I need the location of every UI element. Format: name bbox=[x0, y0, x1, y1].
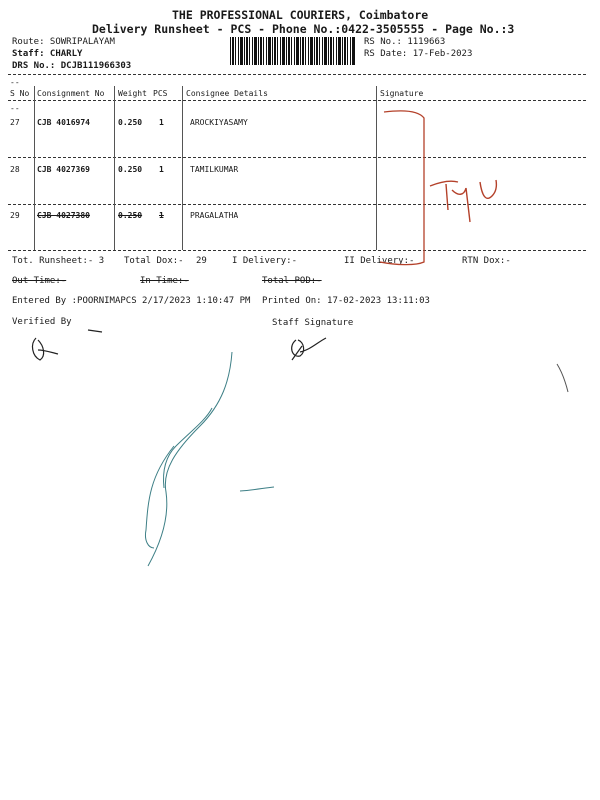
staff-signature-mark bbox=[292, 338, 326, 360]
i-delivery-label: I Delivery:- bbox=[232, 256, 298, 266]
rs-number: RS No.: 1119663 bbox=[364, 37, 446, 47]
row-weight: 0.250 bbox=[118, 165, 143, 174]
pen-scribble bbox=[240, 487, 274, 491]
runsheet-title: Delivery Runsheet - PCS - Phone No.:0422-3505555 - Page No.:3 bbox=[92, 22, 515, 36]
row-pcs: 1 bbox=[159, 165, 164, 174]
total-pod-label: Total POD:- bbox=[262, 276, 322, 286]
table-top-rule bbox=[8, 74, 586, 75]
row-consignment: CJB 4016974 bbox=[37, 118, 90, 127]
row-sno: 28 bbox=[10, 165, 20, 174]
barcode bbox=[230, 37, 356, 65]
header-bottom-rule bbox=[8, 100, 586, 101]
table-bottom-rule bbox=[8, 250, 586, 251]
col-header-pcs: PCS bbox=[153, 89, 168, 98]
staff-signature-label: Staff Signature bbox=[272, 318, 354, 328]
out-time-label: Out Time:- bbox=[12, 276, 67, 286]
in-time-label: In Time:- bbox=[140, 276, 189, 286]
row-rule bbox=[8, 204, 586, 205]
col-header-consignment: Consignment No bbox=[37, 89, 105, 98]
verified-by-signature bbox=[33, 330, 102, 360]
header-marker: -- bbox=[10, 104, 20, 113]
column-divider bbox=[182, 86, 183, 250]
col-header-weight: Weight bbox=[118, 89, 147, 98]
col-header-signature: Signature bbox=[380, 89, 424, 98]
total-dox-label: Total Dox:- bbox=[124, 256, 184, 266]
row-pcs: 1 bbox=[159, 211, 164, 220]
row-sno: 27 bbox=[10, 118, 20, 127]
column-divider bbox=[34, 86, 35, 250]
row-consignment: CJB 4027380 bbox=[37, 211, 90, 220]
row-consignee: TAMILKUMAR bbox=[190, 165, 239, 174]
row-weight: 0.250 bbox=[118, 211, 143, 220]
signature-bracket bbox=[380, 111, 424, 265]
row-consignee: PRAGALATHA bbox=[190, 211, 239, 220]
drs-number: DRS No.: DCJB111966303 bbox=[12, 61, 132, 71]
col-header-sno: S No bbox=[10, 89, 30, 98]
row-pcs: 1 bbox=[159, 118, 164, 127]
ii-delivery-label: II Delivery:- bbox=[344, 256, 415, 266]
table-top-marker: -- bbox=[10, 78, 20, 87]
row-rule bbox=[8, 157, 586, 158]
verified-by-label: Verified By bbox=[12, 317, 72, 327]
rtn-dox-label: RTN Dox:- bbox=[462, 256, 511, 266]
pen-scribble bbox=[145, 446, 174, 548]
row-sno: 29 bbox=[10, 211, 20, 220]
row-weight: 0.250 bbox=[118, 118, 143, 127]
col-header-consignee: Consignee Details bbox=[186, 89, 268, 98]
company-title: THE PROFESSIONAL COURIERS, Coimbatore bbox=[172, 8, 429, 22]
route-label: Route: SOWRIPALAYAM bbox=[12, 37, 115, 47]
entered-by: Entered By :POORNIMAPCS 2/17/2023 1:10:47 PM bbox=[12, 296, 251, 306]
row-consignee: AROCKIYASAMY bbox=[190, 118, 248, 127]
pen-scribble bbox=[164, 408, 213, 488]
delivery-signature bbox=[430, 180, 496, 222]
total-dox-value: 29 bbox=[196, 256, 207, 266]
printed-on: Printed On: 17-02-2023 13:11:03 bbox=[262, 296, 430, 306]
rs-date: RS Date: 17-Feb-2023 bbox=[364, 49, 473, 59]
total-runsheet: Tot. Runsheet:- 3 bbox=[12, 256, 105, 266]
column-divider bbox=[114, 86, 115, 250]
row-consignment: CJB 4027369 bbox=[37, 165, 90, 174]
pen-scribble bbox=[148, 352, 232, 566]
staff-label: Staff: CHARLY bbox=[12, 49, 83, 59]
column-divider bbox=[376, 86, 377, 250]
pen-scribble bbox=[557, 364, 568, 392]
